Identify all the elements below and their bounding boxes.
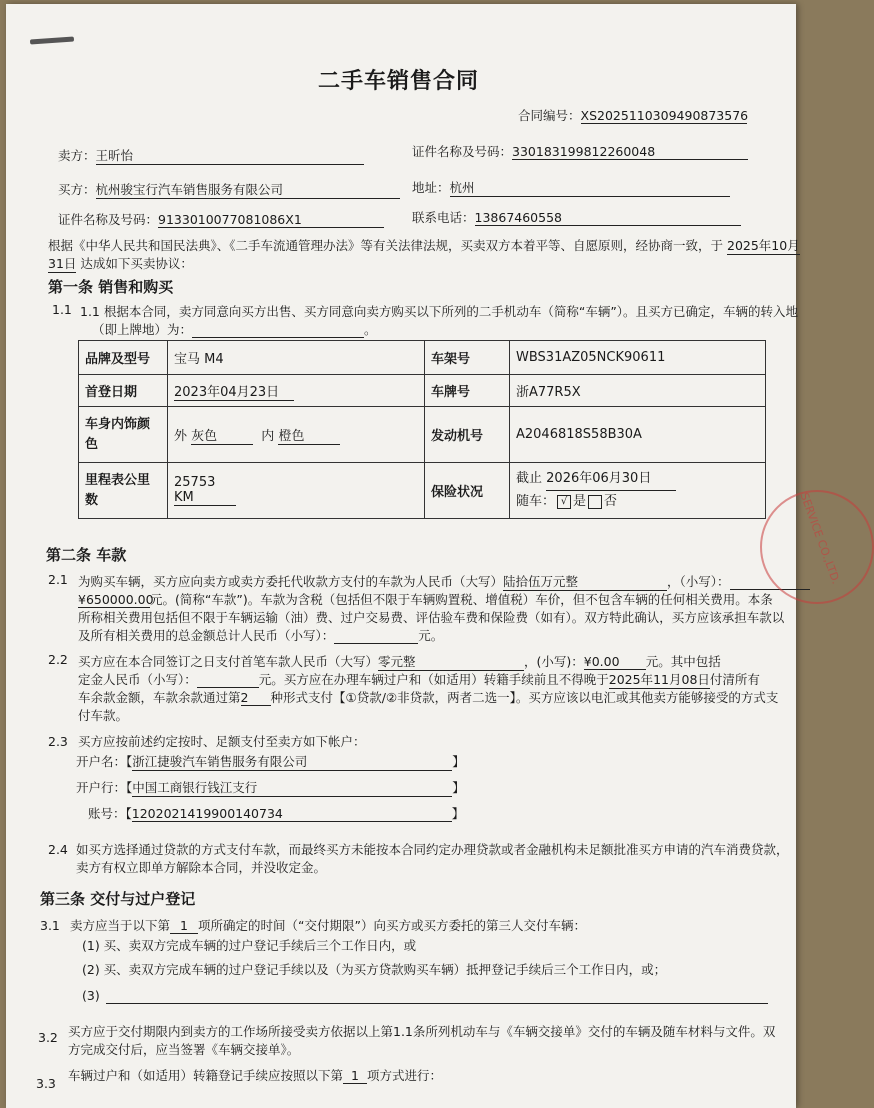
engine-label: 发动机号 (425, 407, 510, 463)
down-payment-words: 零元整 (378, 652, 524, 671)
agreement-date-day: 31日 (48, 256, 77, 271)
engine-value: A2046818S58B30A (510, 407, 766, 463)
down-payment-figures: ¥0.00 (584, 654, 646, 670)
clause-2-2-line4: 付车款。 (78, 708, 129, 723)
account-number: 1202021419900140734 (132, 806, 452, 822)
vehicle-row (79, 375, 766, 407)
clause-3-3-line1: 车辆过户和（如适用）转籍登记手续应按照以下第 1 项方式进行： (68, 1068, 443, 1083)
article1-num: 1.1 (52, 302, 72, 317)
document-title: 二手车销售合同 (318, 69, 480, 94)
buyer-name: 杭州骏宝行汽车销售服务有限公司 (96, 180, 400, 199)
clause-2-4-line1: 如买方选择通过贷款的方式支付车款，而最终买方未能按本合同约定办理贷款或者金融机构未足额批准买方申请的汽车消费贷款， (76, 842, 789, 857)
vin-label: 车架号 (425, 341, 510, 375)
registration-place-blank (192, 322, 364, 338)
seller-id-row: 证件名称及号码：330183199812260048 (412, 142, 748, 160)
mileage-label: 里程表公里数 (79, 463, 168, 519)
buyer-phone: 13867460558 (475, 210, 741, 226)
account-number-row: 账号：【1202021419900140734 】 (88, 806, 465, 821)
bank-name: 中国工商银行钱江支行 (132, 778, 452, 797)
preamble-line1: 根据《中华人民共和国民法典》、《二手车流通管理办法》等有关法律法规，买卖双方本着平等、自愿原则，经协商一致，于 2025年10月 (48, 238, 800, 253)
clause-3-3-num: 3.3 (36, 1076, 56, 1091)
clause-2-4-num: 2.4 (48, 842, 68, 857)
clause-2-2-line2: 定金人民币（小写）： 元。买方应在办理车辆过户和（如适用）转籍手续前且不得晚于2025年11月08日付清所有 (78, 672, 760, 687)
transfer-option: 1 (343, 1068, 367, 1084)
clause-2-1-line3: 所称相关费用包括但不限于车辆运输（油）费、过户交易费、评估验车费和保险费（如有）。双方特此确认，买方应该承担车款以 (78, 610, 785, 625)
buyer-id-row: 证件名称及号码：913301007708108​6X1 (58, 210, 384, 228)
clause-2-1-line4: 及所有相关费用的总金额总计人民币（小写）： 元。 (78, 628, 444, 643)
account-name-row: 开户名：【浙江捷骏汽车销售服务有限公司 】 (76, 754, 465, 769)
contract-number-value: XS20251103094908735​76 (580, 108, 749, 123)
color-cell: 外 灰色 内 橙色 (168, 407, 425, 463)
reg-date-cell (168, 375, 425, 407)
article2-heading: 第二条 车款 (46, 546, 127, 564)
vehicle-row (79, 407, 766, 463)
clause-2-3-line1: 买方应按前述约定按时、足额支付至卖方如下帐户： (78, 734, 366, 749)
clause-2-1-line2: ¥650000.00元。(简称“车款”)。车款为含税（包括但不限于车辆购置税、增值税）车价，但不包含车辆的任何相关费用。本条 (78, 592, 773, 607)
clause-2-3-num: 2.3 (48, 734, 68, 749)
delivery-option: 1 (170, 918, 198, 934)
clause-3-2-line2: 方完成交付后，应当签署《车辆交接单》。 (68, 1042, 300, 1057)
insurance-expiry: 2026年06月30日 (546, 468, 676, 491)
clause-3-1-option1: (1) 买、卖双方完成车辆的过户登记手续后三个工作日内，或 (82, 938, 417, 953)
payment-method: 2 (241, 690, 271, 706)
insurance-label: 保险状况 (425, 463, 510, 519)
clause-2-2-line3: 车余款金额，车款余款通过第2 种形式支付【①贷款/②非贷款，两者二选一】。买方应该以电汇或其他卖方能够接受的方式支 (78, 690, 779, 705)
preamble-line2: 31日 达成如下买卖协议： (48, 256, 193, 271)
clause-3-2-line1: 买方应于交付期限内到卖方的工作场所接受卖方依据以上第1.1条所列机动车与《车辆交接单》交付的车辆及随车材料与文件。双 (68, 1024, 776, 1039)
buyer-phone-row: 联系电话：13867460558 (412, 208, 741, 226)
vehicle-row (79, 463, 766, 519)
clause-2-1-line1: 为购买车辆，买方应向卖方或卖方委托代收款方支付的车款为人民币（大写）陆拾伍万元整 ，（小写）： (78, 572, 810, 591)
article1-heading: 第一条 销售和购买 (48, 278, 174, 296)
reg-date-value: 2023年04月23日 (174, 381, 294, 401)
seller-name: 王昕怡 (96, 146, 364, 165)
clause-2-2-line1: 买方应在本合同签订之日支付首笔车款人民币（大写）零元整 ，(小写)：¥0.00 元。其中包括 (78, 654, 721, 669)
vehicle-row (79, 341, 766, 375)
insurance-cell: 截止 2026年06月30日 随车： √ 是 否 (510, 463, 766, 519)
clause-3-1-option3: (3) (82, 988, 768, 1004)
brand-value: 宝马 M4 (168, 341, 425, 375)
price-in-figures: ¥650000.00 (78, 592, 154, 607)
vin-value: WBS31AZ05NCK90611 (510, 341, 766, 375)
clause-2-1-num: 2.1 (48, 572, 68, 587)
seller-row: 卖方：王昕怡 (58, 146, 364, 165)
clause-3-1-option2: (2) 买、卖双方完成车辆的过户登记手续以及（为买方贷款购买车辆）抵押登记手续后三个工作日内，或； (82, 962, 667, 977)
brand-label: 品牌及型号 (79, 341, 168, 375)
buyer-id: 913301007708108​6X1 (158, 212, 384, 228)
clause-3-1-line1: 卖方应当于以下第 1 项所确定的时间（“交付期限”）向买方或买方委托的第三人交付车辆： (70, 918, 586, 933)
agreement-date-month: 2025年10月 (727, 238, 800, 253)
clause-2-2-num: 2.2 (48, 652, 68, 667)
insurance-yes-checkbox[interactable]: √ (557, 495, 571, 509)
plate-label: 车牌号 (425, 375, 510, 407)
insurance-no-checkbox[interactable] (588, 495, 602, 509)
vehicle-table (78, 340, 766, 519)
buyer-address-row: 地址：杭州 (412, 178, 730, 197)
mileage-value: 25753 KM (174, 475, 236, 506)
clause-3-2-num: 3.2 (38, 1030, 58, 1045)
clause-3-1-num: 3.1 (40, 918, 60, 933)
article1-line1: 1.1 根据本合同，卖方同意向买方出售、买方同意向卖方购买以下所列的二手机动车（简称“车辆”）。且买方已确定，车辆的转入地 (80, 304, 799, 319)
plate-value: 浙A77R5X (510, 375, 766, 407)
contract-number: 合同编号：XS20251103094908735​76 (518, 108, 749, 123)
company-seal: SERVICE CO.,LTD. (760, 490, 874, 604)
bank-row: 开户行：【中国工商银行钱江支行 】 (76, 780, 465, 795)
account-name: 浙江捷骏汽车销售服务有限公司 (132, 752, 452, 771)
article3-heading: 第三条 交付与过户登记 (40, 890, 196, 908)
article1-line2: （即上牌地）为： 。 (92, 322, 377, 337)
buyer-row: 买方：杭州骏宝行汽车销售服务有限公司 (58, 180, 400, 199)
reg-date-label: 首登日期 (79, 375, 168, 407)
mileage-cell (168, 463, 425, 519)
color-label: 车身内饰颜色 (79, 407, 168, 463)
seller-id: 330183199812260048 (512, 144, 748, 160)
buyer-address: 杭州 (450, 178, 730, 197)
interior-color: 橙色 (278, 425, 340, 445)
final-payment-date: 2025年11月08日 (608, 672, 710, 687)
exterior-color: 灰色 (191, 425, 253, 445)
clause-2-4-line2: 卖方有权立即单方解除本合同，并没收定金。 (76, 860, 327, 875)
price-in-words: 陆拾伍万元整 (503, 572, 667, 591)
